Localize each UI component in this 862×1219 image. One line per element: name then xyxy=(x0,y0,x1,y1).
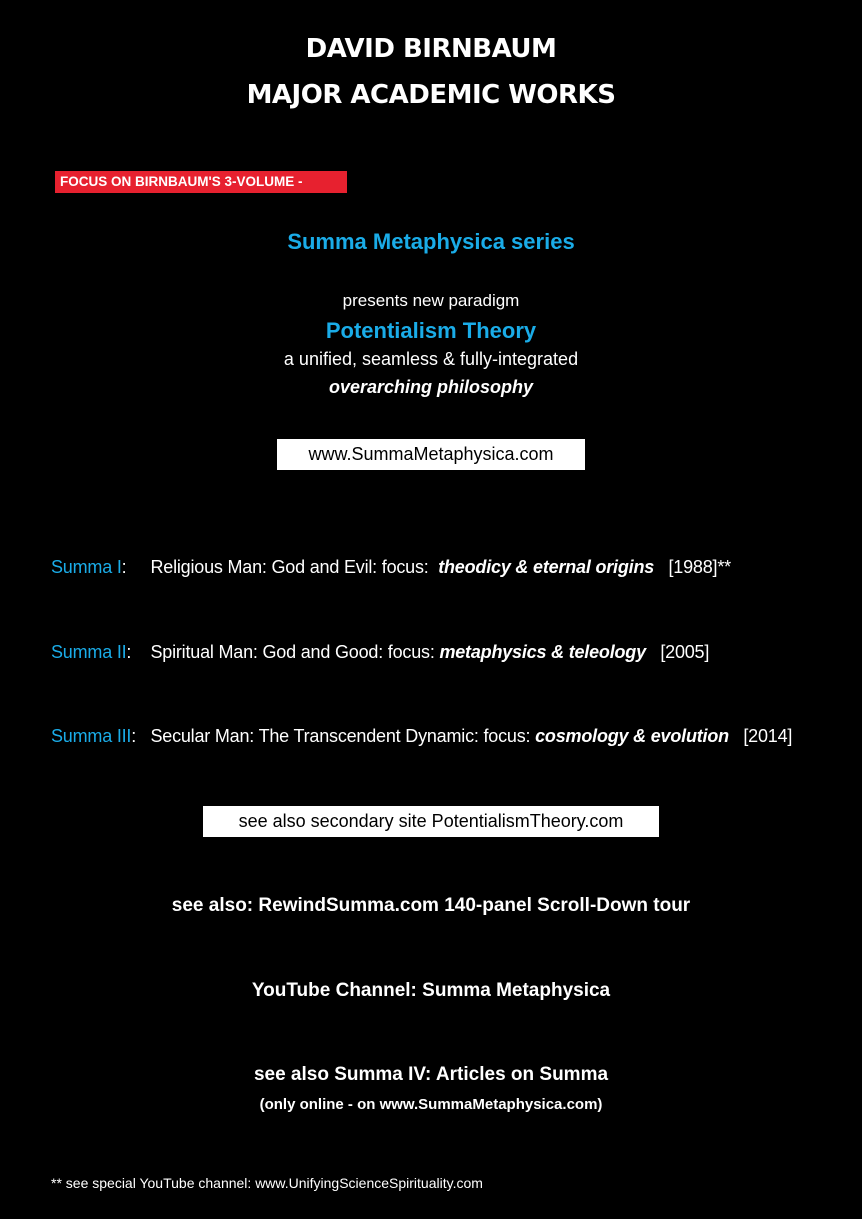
youtube-channel-link[interactable]: YouTube Channel: Summa Metaphysica xyxy=(251,980,611,1001)
summa-volume-desc: Secular Man: The Transcendent Dynamic: focus: xyxy=(150,726,531,746)
summa-volume-3 xyxy=(51,726,792,747)
summa-volume-desc: Spiritual Man: God and Good: focus: xyxy=(150,642,435,662)
summa-volume-focus: metaphysics & teleology xyxy=(439,642,646,662)
presents-text: presents new paradigm xyxy=(342,291,520,310)
summa-volume-1 xyxy=(51,557,731,578)
overarching-text: overarching philosophy xyxy=(328,377,534,397)
summa-volume-separator: : xyxy=(131,726,137,746)
summa-metaphysica-link[interactable]: www.SummaMetaphysica.com xyxy=(277,439,585,470)
summa-volume-year: [2005] xyxy=(660,642,710,662)
summa-volume-desc: Religious Man: God and Evil: focus: xyxy=(150,557,429,577)
summa-volume-focus: theodicy & eternal origins xyxy=(438,557,655,577)
potentialism-theory-link[interactable]: see also secondary site PotentialismTheory.com xyxy=(203,806,659,837)
summa-iv-link[interactable]: see also Summa IV: Articles on Summa xyxy=(253,1064,609,1085)
series-title: Summa Metaphysica series xyxy=(287,229,575,254)
summa-volume-year: [2014] xyxy=(743,726,793,746)
summa-volume-label[interactable]: Summa I xyxy=(51,557,122,577)
footnote: ** see special YouTube channel: www.UnifyingScienceSpirituality.com xyxy=(51,1175,483,1191)
summa-volume-focus: cosmology & evolution xyxy=(535,726,729,746)
page-title-name: DAVID BIRNBAUM xyxy=(305,34,557,64)
theory-name: Potentialism Theory xyxy=(325,318,537,343)
focus-badge: FOCUS ON BIRNBAUM'S 3-VOLUME - xyxy=(55,171,347,193)
summa-volume-separator: : xyxy=(126,642,132,662)
summa-volume-label[interactable]: Summa III xyxy=(51,726,132,746)
online-only-note: (only online - on www.SummaMetaphysica.com) xyxy=(259,1096,603,1113)
summa-volume-label[interactable]: Summa II xyxy=(51,642,127,662)
unified-text: a unified, seamless & fully-integrated xyxy=(283,349,579,369)
summa-volume-year: [1988]** xyxy=(668,557,731,577)
rewind-summa-link[interactable]: see also: RewindSumma.com 140-panel Scroll-Down tour xyxy=(171,895,691,916)
summa-volume-2 xyxy=(51,642,709,663)
page-title-works: MAJOR ACADEMIC WORKS xyxy=(246,80,616,110)
summa-volume-separator: : xyxy=(121,557,127,577)
